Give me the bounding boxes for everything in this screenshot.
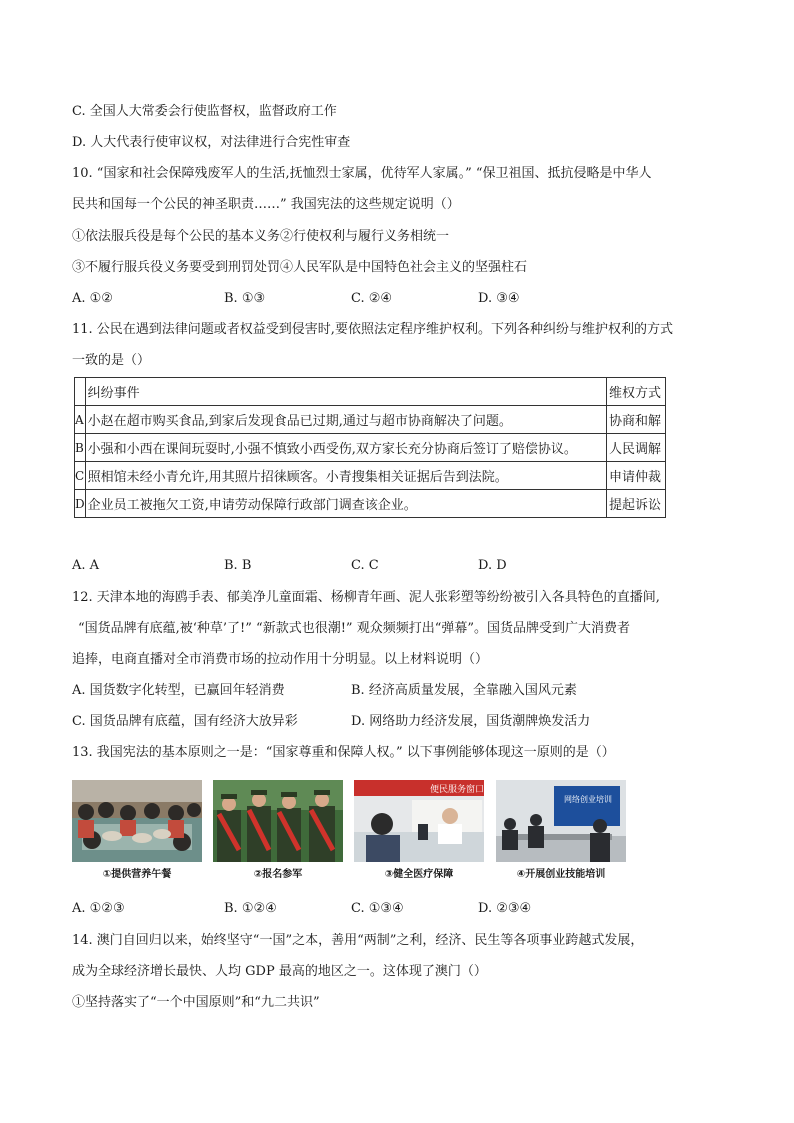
row-event: 小赵在超市购买食品,到家后发现食品已过期,通过与超市协商解决了问题。 <box>85 406 606 434</box>
row-event: 小强和小西在课间玩耍时,小强不慎致小西受伤,双方家长充分协商后签订了赔偿协议。 <box>85 434 606 462</box>
q10-option-a: A. ①② <box>72 291 113 306</box>
table-row <box>75 406 666 434</box>
training-screen-text: 网络创业培训 <box>564 795 612 804</box>
row-method: 人民调解 <box>607 434 666 462</box>
photo-nutritious-lunch <box>72 780 202 862</box>
row-event: 企业员工被拖欠工资,申请劳动保障行政部门调查该企业。 <box>85 490 606 518</box>
q11-stem-line1: 11. 公民在遇到法律问题或者权益受到侵害时,要依照法定程序维护权利。下列各种纠纷与维护权利的方式 <box>72 322 673 337</box>
table-row <box>75 462 666 490</box>
q11-option-c: C. C <box>351 558 379 573</box>
q11-stem-line2: 一致的是（） <box>72 353 151 368</box>
table-header-row <box>75 378 666 406</box>
caption-skills-training: ④开展创业技能培训 <box>516 869 606 880</box>
table-cell <box>75 378 86 406</box>
row-event: 照相馆未经小青允许,用其照片招徕顾客。小青搜集相关证据后告到法院。 <box>85 462 606 490</box>
table-row <box>75 434 666 462</box>
q9-option-c: C. 全国人大常委会行使监督权，监督政府工作 <box>72 104 337 119</box>
table-header-event: 纠纷事件 <box>85 378 606 406</box>
q10-option-c: C. ②④ <box>351 291 393 306</box>
photo-skills-training <box>496 780 626 862</box>
row-method: 提起诉讼 <box>607 490 666 518</box>
q10-statements-2: ③不履行服兵役义务要受到刑罚处罚④人民军队是中国特色社会主义的坚强柱石 <box>72 260 528 275</box>
table-header-method: 维权方式 <box>607 378 666 406</box>
q10-option-d: D. ③④ <box>478 291 520 306</box>
photo-medical-service <box>354 780 484 862</box>
row-letter: D <box>75 490 86 518</box>
row-letter: A <box>75 406 86 434</box>
row-letter: C <box>75 462 86 490</box>
q12-stem-line3: 追捧，电商直播对全市消费市场的拉动作用十分明显。以上材料说明（） <box>72 652 489 667</box>
q11-option-b: B. B <box>224 558 252 573</box>
q13-option-d: D. ②③④ <box>478 901 532 916</box>
caption-enlist-army: ②报名参军 <box>253 869 303 880</box>
caption-nutritious-lunch: ①提供营养午餐 <box>102 869 172 880</box>
row-method: 协商和解 <box>607 406 666 434</box>
q12-option-b: B. 经济高质量发展，全靠融入国风元素 <box>351 683 577 698</box>
caption-medical-service: ③健全医疗保障 <box>384 869 454 880</box>
q12-option-d: D. 网络助力经济发展，国货潮牌焕发活力 <box>351 714 591 729</box>
q14-stem-line1: 14. 澳门自回归以来，始终坚守“一国”之本，善用“两制”之利，经济、民生等各项事业跨越式发展， <box>72 933 644 948</box>
q10-stem-line1: 10. “国家和社会保障残废军人的生活,抚恤烈士家属，优待军人家属。” “保卫祖国、抵抗侵略是中华人 <box>72 166 652 181</box>
q14-statement-1: ①坚持落实了“一个中国原则”和“九二共识” <box>72 995 320 1010</box>
q11-option-d: D. D <box>478 558 507 573</box>
q12-option-c: C. 国货品牌有底蕴，国有经济大放异彩 <box>72 714 298 729</box>
q9-option-d: D. 人大代表行使审议权，对法律进行合宪性审查 <box>72 135 351 150</box>
q10-stem-line2: 民共和国每一个公民的神圣职责……” 我国宪法的这些规定说明（） <box>72 197 460 212</box>
q13-option-a: A. ①②③ <box>72 901 125 916</box>
q13-stem: 13. 我国宪法的基本原则之一是：“国家尊重和保障人权。” 以下事例能够体现这一原则的是（） <box>72 745 615 760</box>
q12-option-a: A. 国货数字化转型，已赢回年轻消费 <box>72 683 285 698</box>
row-method: 申请仲裁 <box>607 462 666 490</box>
service-window-sign: 便民服务窗口 <box>430 785 484 795</box>
q11-option-a: A. A <box>72 558 100 573</box>
q12-stem-line2: “国货品牌有底蕴,被‘种草’了!” “新款式也很潮!” 观众频频打出“弹幕”。国货品牌受到广大消费者 <box>78 621 630 636</box>
row-letter: B <box>75 434 86 462</box>
q11-dispute-table <box>74 377 666 518</box>
q10-statements-1: ①依法服兵役是每个公民的基本义务②行使权利与履行义务相统一 <box>72 229 450 244</box>
q13-option-c: C. ①③④ <box>351 901 404 916</box>
q14-stem-line2: 成为全球经济增长最快、人均 GDP 最高的地区之一。这体现了澳门（） <box>72 964 487 979</box>
photo-enlist-army <box>213 780 343 862</box>
table-row <box>75 490 666 518</box>
q13-option-b: B. ①②④ <box>224 901 277 916</box>
q10-option-b: B. ①③ <box>224 291 266 306</box>
q12-stem-line1: 12. 天津本地的海鸥手表、郁美净儿童面霜、杨柳青年画、泥人张彩塑等纷纷被引入各具特色的直播间, <box>72 590 660 605</box>
